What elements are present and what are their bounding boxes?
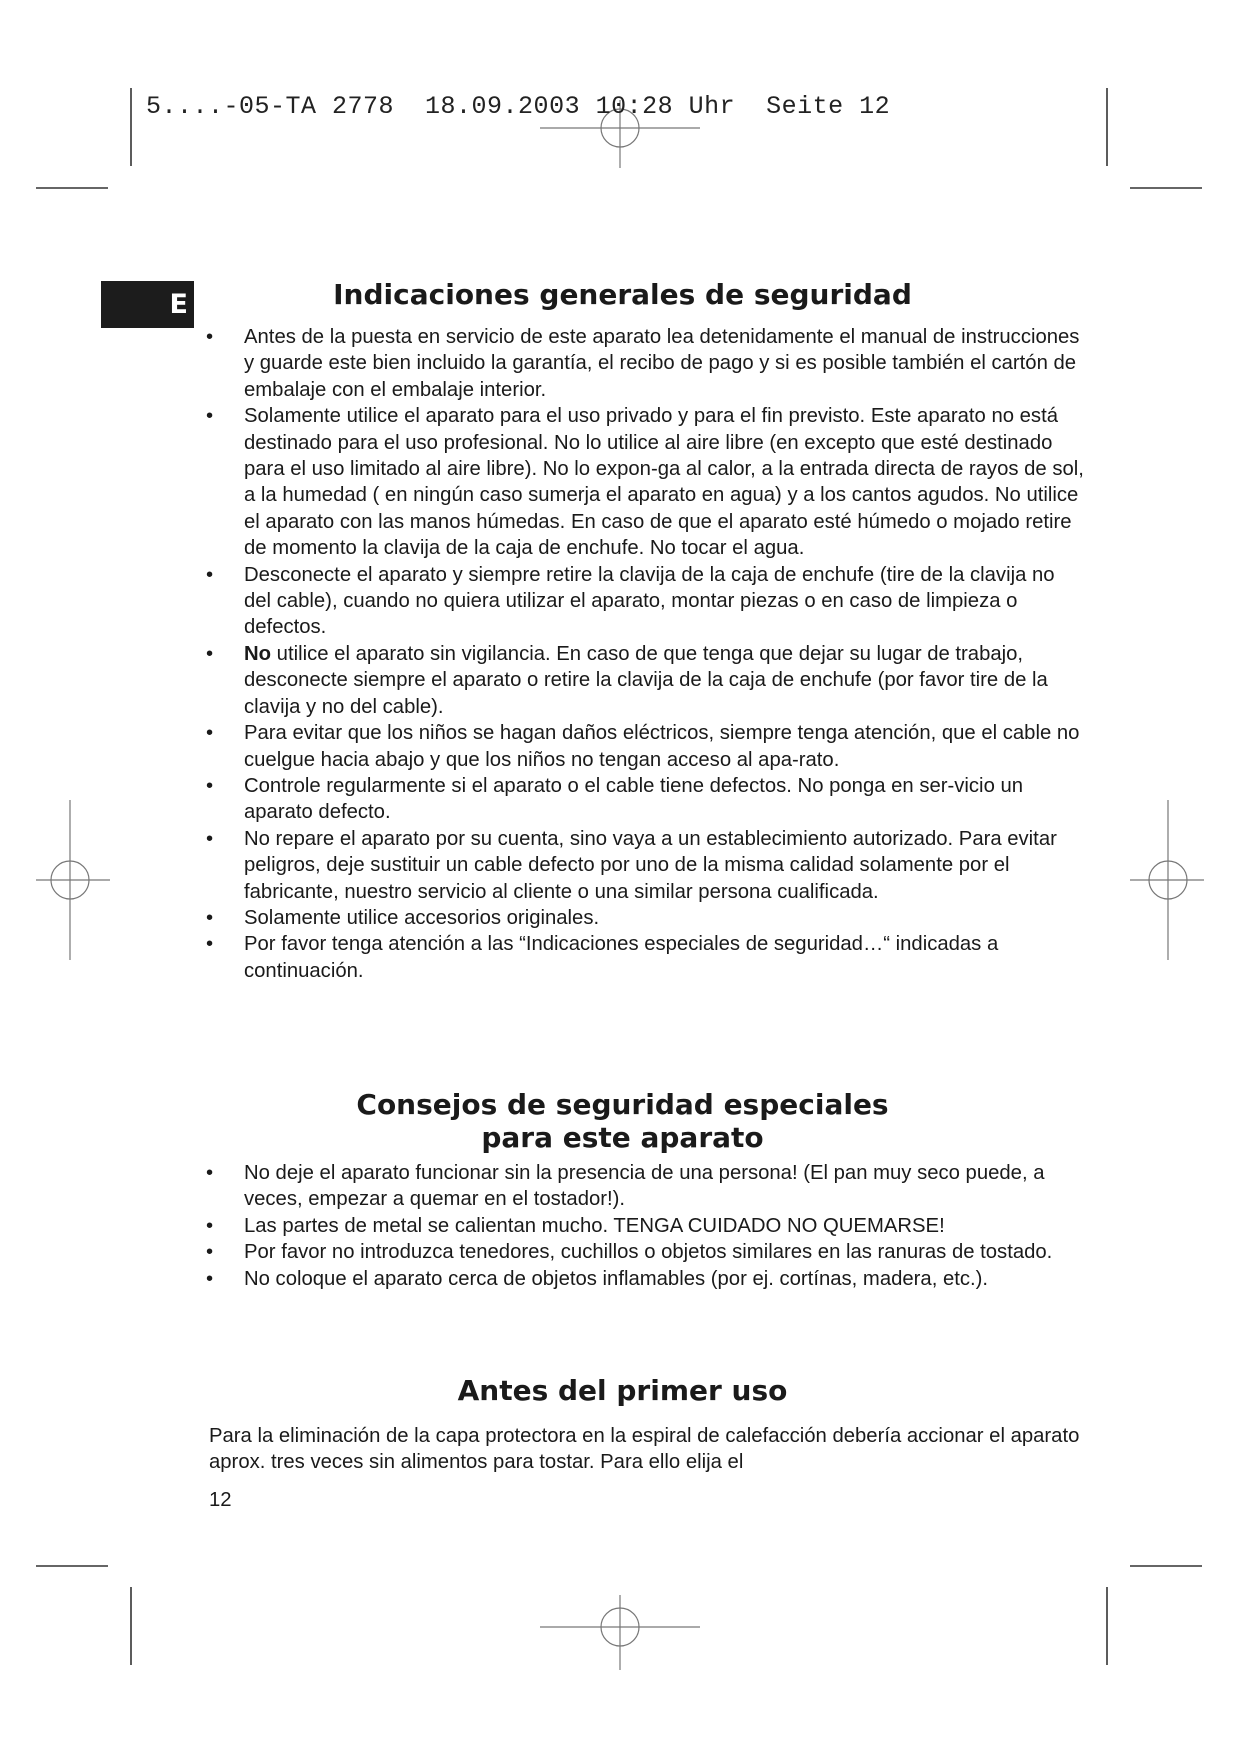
general-safety-list: [206, 324, 1086, 984]
language-tab: E: [101, 281, 194, 328]
list-item: • Solamente utilice accesorios originales.: [206, 906, 600, 929]
list-item: • Las partes de metal se calientan mucho. TENGA CUIDADO NO QUEMARSE!: [206, 1214, 945, 1237]
registration-target-left: [36, 800, 110, 960]
emphasis-no: No: [244, 642, 272, 665]
list-item: • No deje el aparato funcionar sin la presencia de una persona! (El pan muy seco puede, a veces, empezar a quemar en el tostador!).: [206, 1162, 1045, 1211]
list-item: • No coloque el aparato cerca de objetos inflamables (por ej. cortínas, madera, etc.).: [206, 1267, 989, 1290]
registration-target-right: [1130, 800, 1204, 960]
list-item: • Por favor tenga atención a las “Indicaciones especiales de seguridad…“ indicadas a continuación.: [206, 933, 999, 982]
page-number: 12: [209, 1489, 232, 1511]
list-item: • Controle regularmente si el aparato o el cable tiene defectos. No ponga en ser-vicio un aparato defecto.: [206, 774, 1024, 824]
first-use-paragraph: Para la eliminación de la capa protectora en la espiral de calefacción debería accionar el aparato aprox. tres veces sin alimentos para tostar. Para ello elija el: [209, 1425, 1080, 1474]
section-title-general-safety: Indicaciones generales de seguridad: [333, 278, 912, 311]
list-item: • Para evitar que los niños se hagan daños eléctricos, siempre tenga atención, que el cable no cuelgue hacia abajo y que los niños no tengan acceso al apa-rato.: [206, 722, 1080, 771]
list-item: • No repare el aparato por su cuenta, sino vaya a un establecimiento autorizado. Para evitar peligros, deje sustituir un cable defecto por uno de la misma calidad solamente por el fabricante, nuestro servicio al cliente o una similar persona cualificada.: [206, 827, 1057, 903]
registration-target-bottom: [540, 1595, 700, 1670]
list-item: • Antes de la puesta en servicio de este aparato lea detenidamente el manual de instrucciones y guarde este bien incluido la garantía, el recibo de pago y si es posible también el cartón de embalaje con el embalaje interior.: [206, 326, 1080, 401]
section-title-special-safety: [190, 1088, 1055, 1154]
list-item: • Desconecte el aparato y siempre retire la clavija de la caja de enchufe (tire de la clavija no del cable), cuando no quiera utilizar el aparato, montar piezas o en caso de limpieza o defectos.: [206, 563, 1055, 639]
list-item: • No utilice el aparato sin vigilancia. En caso de que tenga que dejar su lugar de trabajo, desconecte siempre el aparato o retire la clavija de la caja de enchufe (por favor tire de la clavija y no del cable).: [206, 642, 1048, 718]
section-title-first-use: Antes del primer uso: [457, 1374, 788, 1407]
special-safety-list: [206, 1160, 1086, 1292]
print-job-header: 5....-05-TA 2778 18.09.2003 10:28 Uhr Seite 12: [146, 92, 891, 121]
list-item: • Por favor no introduzca tenedores, cuchillos o objetos similares en las ranuras de tostado.: [206, 1241, 1053, 1264]
list-item: • Solamente utilice el aparato para el uso privado y para el fin previsto. Este aparato no está destinado para el uso profesional. No lo utilice al aire libre (en excepto que esté destinado para el uso limitado al aire libre). No lo expon-ga al calor, a la entrada directa de rayos de sol, a la humedad ( en ningún caso sumerja el aparato en agua) y a los cantos agudos. No utilice el aparato con las manos húmedas. En caso de que el aparato esté húmedo o mojado retire de momento la clavija de la caja de enchufe. No tocar el agua.: [206, 405, 1084, 560]
section-title-line: para este aparato: [481, 1121, 764, 1154]
section-title-line: Consejos de seguridad especiales: [356, 1088, 889, 1121]
